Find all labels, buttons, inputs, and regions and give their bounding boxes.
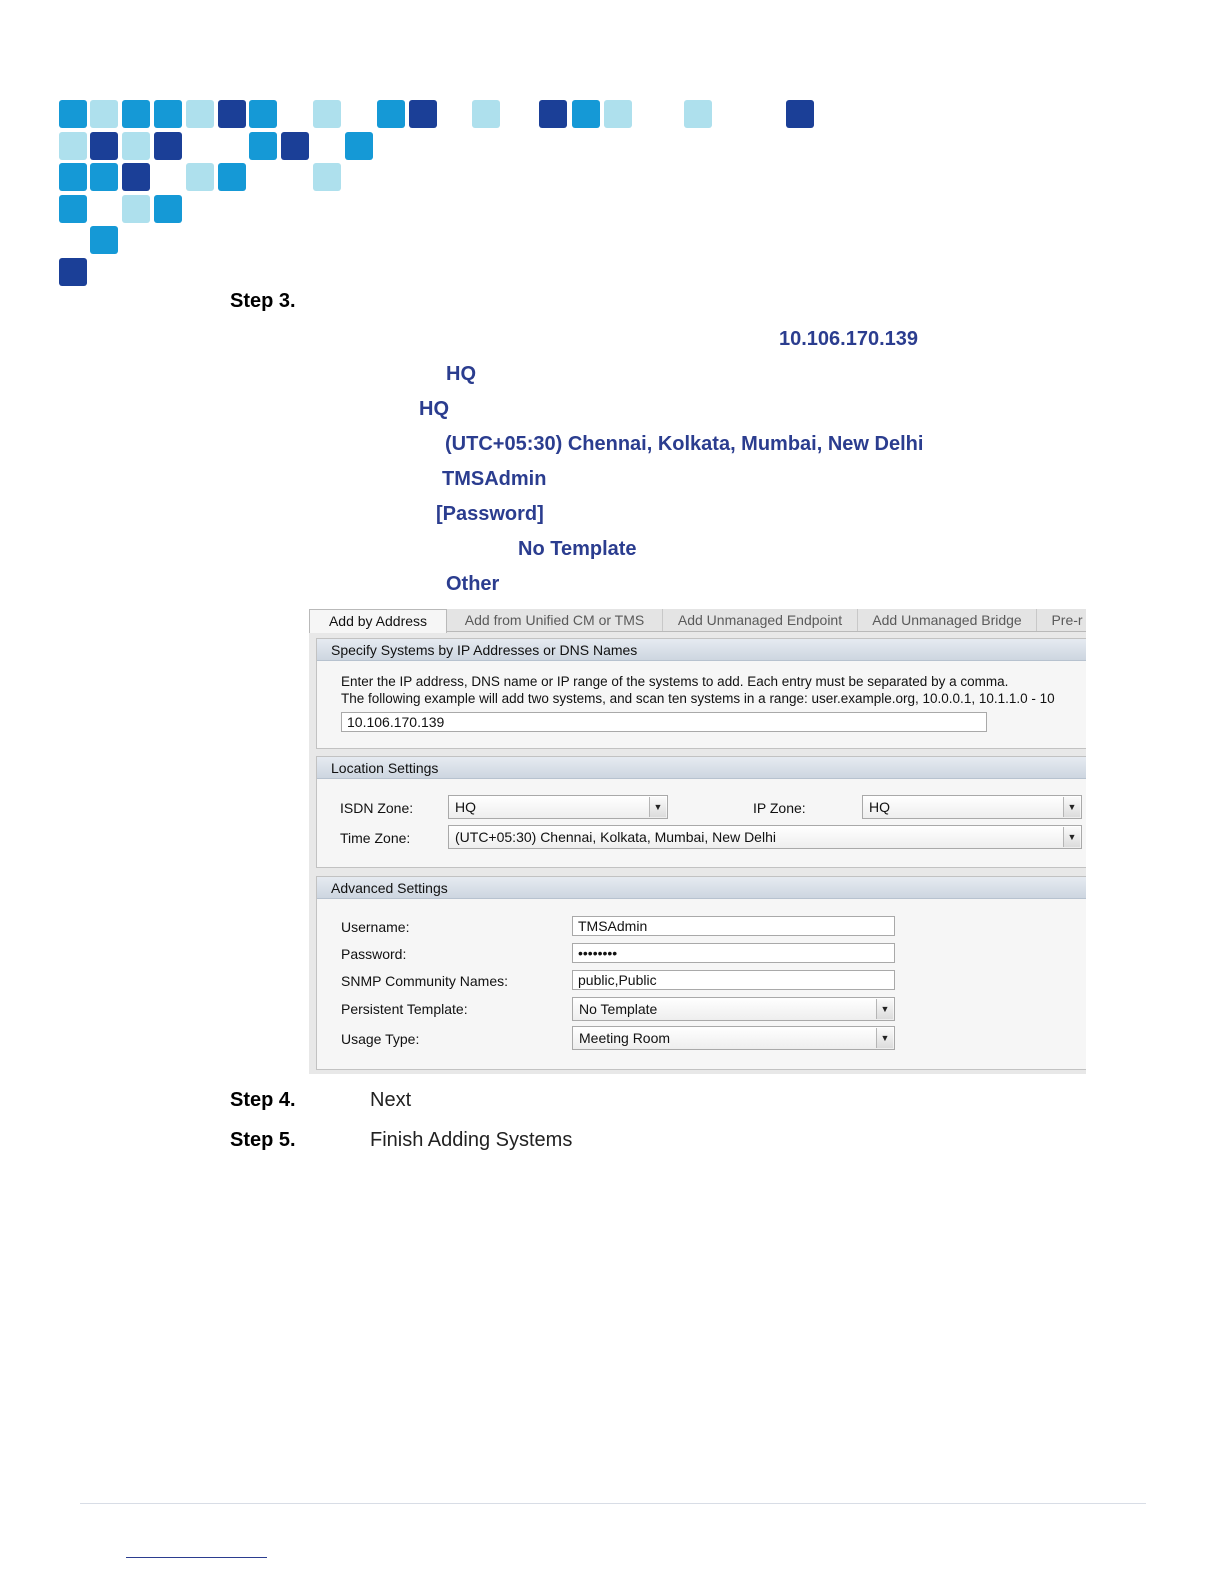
mosaic-tile [59, 132, 87, 160]
tab-pre-registered[interactable]: Pre-r [1051, 612, 1083, 628]
chevron-down-icon[interactable]: ▼ [649, 797, 666, 817]
mosaic-tile [59, 195, 87, 223]
mosaic-tile [572, 100, 600, 128]
address-input[interactable]: 10.106.170.139 [341, 712, 987, 732]
step-5-text: Finish Adding Systems [370, 1129, 573, 1151]
usage-type-select[interactable] [572, 1026, 895, 1050]
mosaic-tile [59, 258, 87, 286]
mosaic-tile [281, 132, 309, 160]
persistent-template-value: No Template [579, 1001, 658, 1017]
mosaic-tile [59, 100, 87, 128]
chevron-down-icon[interactable]: ▼ [876, 1028, 893, 1048]
usage-type-label: Usage Type: [341, 1031, 420, 1047]
specify-instructions-line1: Enter the IP address, DNS name or IP range of the systems to add. Each entry must be separated by a comma. [341, 674, 1009, 689]
footer-divider [80, 1503, 1146, 1504]
isdn-zone-select[interactable] [448, 795, 668, 819]
mosaic-tile [313, 163, 341, 191]
mosaic-tile [90, 163, 118, 191]
mosaic-tile [59, 163, 87, 191]
mosaic-tile [472, 100, 500, 128]
time-zone-value: (UTC+05:30) Chennai, Kolkata, Mumbai, New Delhi [455, 829, 776, 845]
mosaic-tile [539, 100, 567, 128]
mosaic-tile [218, 163, 246, 191]
tab-add-by-address[interactable]: Add by Address [309, 609, 447, 633]
mosaic-tile [313, 100, 341, 128]
step-3-label: Step 3. [230, 290, 296, 312]
chevron-down-icon[interactable]: ▼ [876, 999, 893, 1019]
mosaic-tile [786, 100, 814, 128]
time-zone-select[interactable] [448, 825, 1082, 849]
mosaic-tile [90, 226, 118, 254]
mosaic-tile [249, 100, 277, 128]
password-label: Password: [341, 946, 407, 962]
mosaic-tile [186, 163, 214, 191]
mosaic-tile [122, 195, 150, 223]
chevron-down-icon[interactable]: ▼ [1063, 827, 1080, 847]
highlight-time-zone: (UTC+05:30) Chennai, Kolkata, Mumbai, New Delhi [445, 433, 924, 455]
mosaic-tile [90, 100, 118, 128]
highlight-usage-type: Other [446, 573, 500, 595]
specify-instructions-line2: The following example will add two systems, and scan ten systems in a range: user.example.org, 10.0.0.1, 10.1.1.0 - 10 [341, 691, 1055, 706]
tab-add-unmanaged-endpoint[interactable]: Add Unmanaged Endpoint [663, 609, 858, 631]
add-systems-screenshot [309, 609, 1086, 1074]
step-4-label: Step 4. [230, 1089, 296, 1111]
ip-zone-label: IP Zone: [753, 800, 806, 816]
mosaic-tile [122, 132, 150, 160]
location-settings-panel [316, 756, 1086, 868]
time-zone-label: Time Zone: [340, 830, 411, 846]
tab-add-unmanaged-bridge[interactable]: Add Unmanaged Bridge [858, 609, 1037, 631]
snmp-community-input[interactable]: public,Public [572, 970, 895, 990]
mosaic-tile [154, 100, 182, 128]
highlight-password: [Password] [436, 503, 544, 525]
step-5-label: Step 5. [230, 1129, 296, 1151]
mosaic-tile [122, 163, 150, 191]
mosaic-tile [249, 132, 277, 160]
advanced-panel-title: Advanced Settings [317, 877, 1086, 899]
highlight-username: TMSAdmin [442, 468, 547, 490]
mosaic-tile [377, 100, 405, 128]
username-input[interactable]: TMSAdmin [572, 916, 895, 936]
mosaic-tile [684, 100, 712, 128]
highlight-isdn-zone: HQ [446, 363, 476, 385]
mosaic-tile [122, 100, 150, 128]
mosaic-tile [218, 100, 246, 128]
mosaic-tile [604, 100, 632, 128]
mosaic-tile [154, 195, 182, 223]
isdn-zone-value: HQ [455, 799, 476, 815]
highlight-ip-address: 10.106.170.139 [779, 328, 919, 350]
usage-type-value: Meeting Room [579, 1030, 671, 1046]
isdn-zone-label: ISDN Zone: [340, 800, 414, 816]
highlight-template: No Template [518, 538, 637, 560]
tab-add-from-unified-cm[interactable]: Add from Unified CM or TMS [447, 609, 663, 631]
mosaic-tile [345, 132, 373, 160]
password-input[interactable]: •••••••• [572, 943, 895, 963]
tab-bar [309, 609, 1086, 632]
ip-zone-select[interactable] [862, 795, 1082, 819]
specify-systems-panel [316, 638, 1086, 749]
highlight-ip-zone: HQ [419, 398, 449, 420]
persistent-template-label: Persistent Template: [341, 1001, 468, 1017]
ip-zone-value: HQ [869, 799, 890, 815]
mosaic-tile [409, 100, 437, 128]
location-panel-title: Location Settings [317, 757, 1086, 779]
mosaic-tile [154, 132, 182, 160]
snmp-community-label: SNMP Community Names: [341, 973, 509, 989]
username-label: Username: [341, 919, 410, 935]
chevron-down-icon[interactable]: ▼ [1063, 797, 1080, 817]
mosaic-tile [186, 100, 214, 128]
step-4-text: Next [370, 1089, 412, 1111]
specify-panel-title: Specify Systems by IP Addresses or DNS Names [317, 639, 1086, 661]
persistent-template-select[interactable] [572, 997, 895, 1021]
advanced-settings-panel [316, 876, 1086, 1070]
mosaic-tile [90, 132, 118, 160]
footer-link-underline [126, 1557, 267, 1558]
